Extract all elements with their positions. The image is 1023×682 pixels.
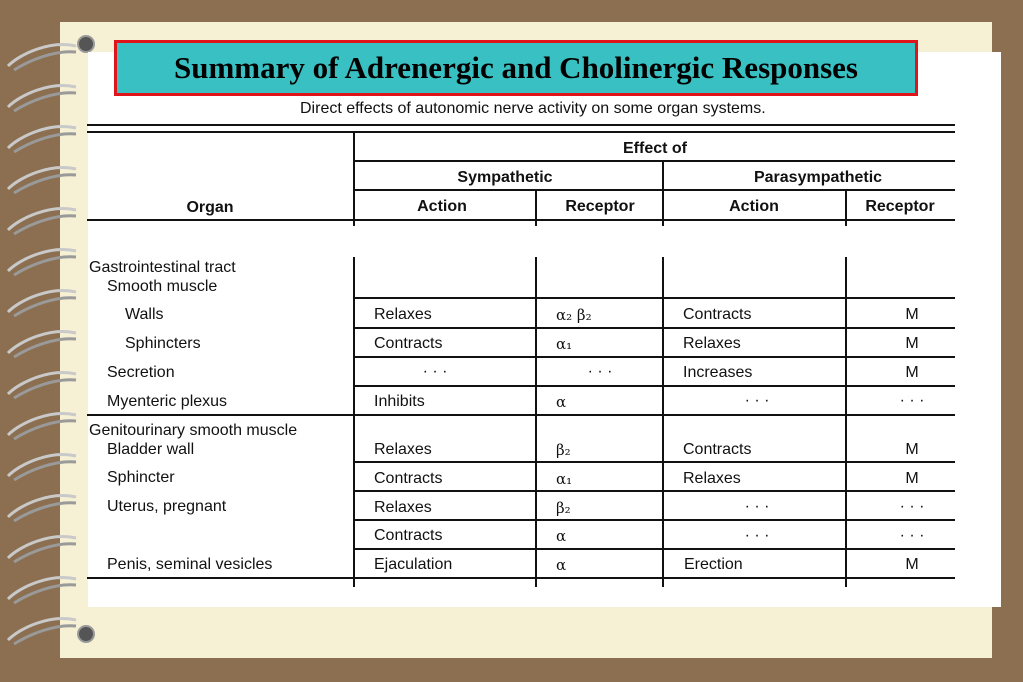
table-bottom-rule [87,577,955,579]
table-top-rule-2 [87,131,955,133]
sym-receptor-cell: α [556,556,567,574]
col-divider [535,257,537,587]
row-rule [353,548,955,550]
row-rule [353,519,955,521]
para-receptor-cell: · · · [899,392,925,409]
sym-receptor-cell: β₂ [556,499,571,517]
col-divider [353,131,355,226]
section-rule [87,414,955,416]
row-rule [353,490,955,492]
title-banner [114,40,918,96]
spiral-ring [8,250,76,271]
effect-of-rule [353,160,955,162]
col-divider [662,160,664,226]
para-receptor-cell: M [905,364,919,381]
para-action-cell: Contracts [683,441,752,458]
para-action-cell: Increases [683,364,753,381]
spiral-ring [8,496,76,517]
sym-action-cell: Relaxes [374,441,432,458]
sym-action-cell: Relaxes [374,499,432,516]
header-organ: Organ [186,199,234,216]
row-rule [353,385,955,387]
para-receptor-cell: M [905,470,919,487]
header-sympathetic: Sympathetic [457,169,553,186]
spiral-ring [8,291,76,312]
spiral-ring [8,45,76,66]
organ-cell: Penis, seminal vesicles [107,556,273,573]
spiral-ring [8,127,76,148]
slide-title: Summary of Adrenergic and Cholinergic Responses [173,50,858,85]
sym-receptor-cell: α₁ [556,335,573,353]
spiral-ring [8,619,76,640]
row-rule [353,327,955,329]
organ-cell: Secretion [107,364,175,381]
para-action-cell: Relaxes [683,335,741,352]
binding-hole [78,626,94,642]
sym-action-cell: Ejaculation [374,556,453,573]
organ-cell: Sphincter [107,469,175,486]
organ-cell: Walls [125,306,164,323]
sym-receptor-cell: α [556,527,567,545]
organ-subcell: Smooth muscle [107,278,218,295]
slide-image [88,52,1001,607]
sym-receptor-cell: α [556,393,567,411]
spiral-ring [8,455,76,476]
para-action-cell: Relaxes [683,470,741,487]
division-rule [353,189,955,191]
organ-cell: Genitourinary smooth muscle [89,422,298,439]
sym-action-cell: Contracts [374,527,443,544]
para-action-cell: · · · [744,392,770,409]
col-divider [353,257,355,587]
spiral-ring [8,86,76,107]
spiral-ring [8,168,76,189]
organ-cell: Sphincters [125,335,201,352]
para-receptor-cell: M [905,556,919,573]
sym-action-cell: Contracts [374,470,443,487]
spiral-ring [8,209,76,230]
para-receptor-cell: M [905,441,919,458]
row-rule [353,297,955,299]
col-divider [662,257,664,587]
spiral-ring [8,332,76,353]
sym-action-cell: Contracts [374,335,443,352]
sym-receptor-cell: α₂ β₂ [556,306,592,324]
row-rule [353,461,955,463]
table-caption: Direct effects of autonomic nerve activity on some organ systems. [300,100,766,117]
table-top-rule [87,124,955,126]
spiral-ring [8,578,76,599]
header-parasympathetic: Parasympathetic [753,169,883,186]
organ-cell: Gastrointestinal tract [89,259,236,276]
para-receptor-cell: · · · [899,498,925,515]
sym-receptor-cell: · · · [587,363,613,380]
header-para-action: Action [729,198,779,215]
sym-receptor-cell: α₁ [556,470,573,488]
para-receptor-cell: · · · [899,527,925,544]
binding-hole [78,36,94,52]
header-effect-of: Effect of [623,140,687,157]
sym-action-cell: Inhibits [374,393,425,410]
sym-action-cell: · · · [422,363,448,380]
sym-receptor-cell: β₂ [556,441,571,459]
header-bottom-rule [87,219,955,221]
para-action-cell: Contracts [683,306,752,323]
row-rule [353,356,955,358]
header-sym-receptor: Receptor [565,198,635,215]
organ-cell: Myenteric plexus [107,393,228,410]
organ-cell: Uterus, pregnant [107,498,227,515]
header-sym-action: Action [417,198,467,215]
para-receptor-cell: M [905,306,919,323]
spiral-ring [8,414,76,435]
col-divider [845,257,847,587]
para-action-cell: · · · [744,527,770,544]
sym-action-cell: Relaxes [374,306,432,323]
organ-subcell: Bladder wall [107,441,195,458]
para-receptor-cell: M [905,335,919,352]
header-para-receptor: Receptor [865,198,935,215]
para-action-cell: Erection [684,556,743,573]
para-action-cell: · · · [744,498,770,515]
col-divider [535,189,537,226]
spiral-ring [8,373,76,394]
spiral-ring [8,537,76,558]
